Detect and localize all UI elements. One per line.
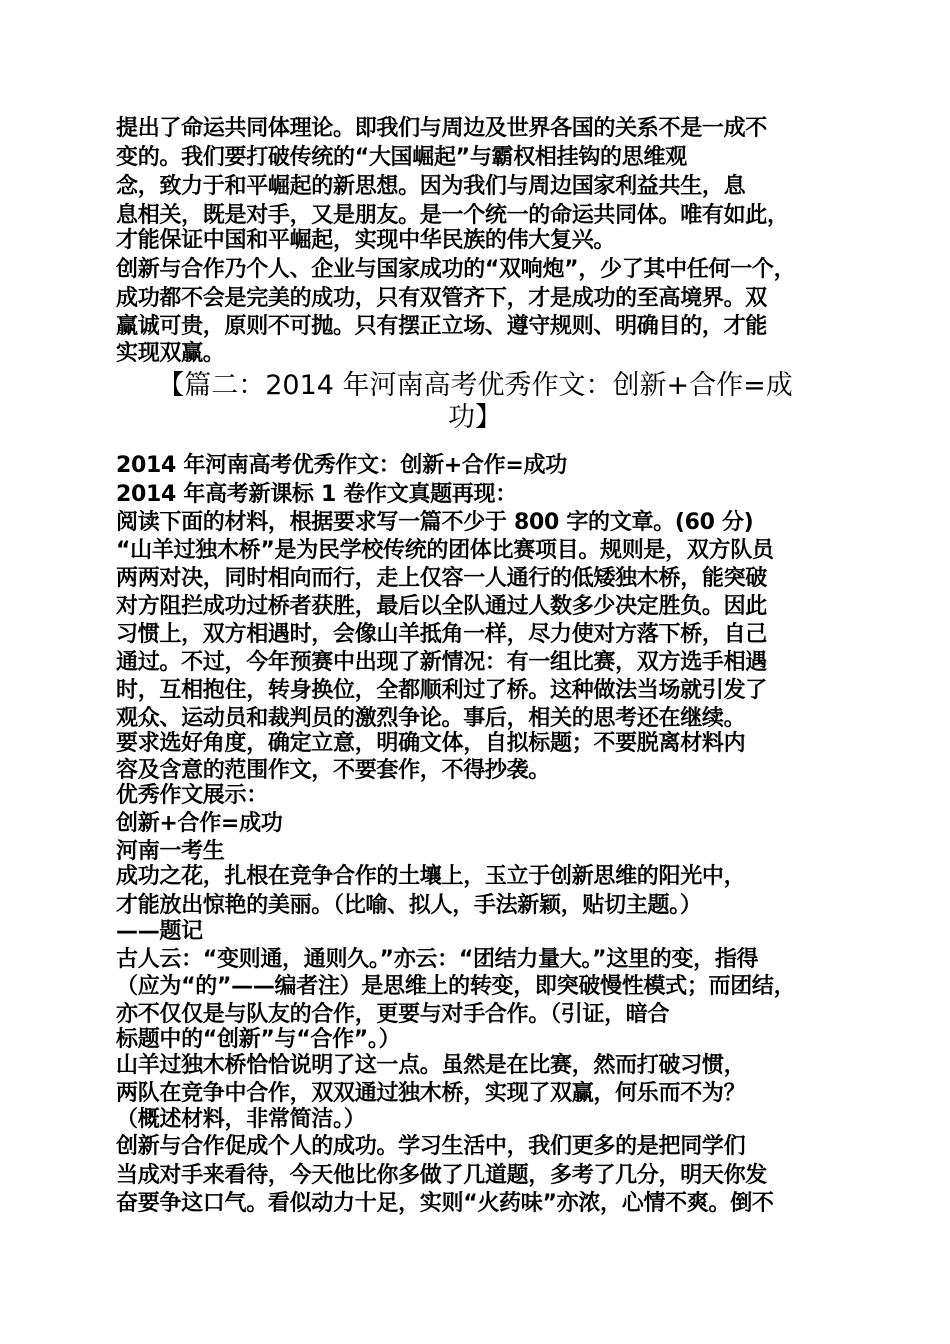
paragraph-line: 容及含意的范围作文，不要套作，不得抄袭。	[116, 758, 551, 783]
article-title-line: 2014 年河南高考优秀作文：创新+合作=成功	[116, 453, 567, 478]
paragraph-line: 才能放出惊艳的美丽。（比喻、拟人，手法新颖，贴切主题。）	[116, 893, 702, 918]
paragraph-line: 两队在竞争中合作，双双通过独木桥，实现了双赢，何乐而不为？	[116, 1081, 746, 1106]
paragraph-line: 优秀作文展示：	[116, 783, 268, 808]
paragraph-line: 山羊过独木桥恰恰说明了这一点。虽然是在比赛，然而打破习惯，	[116, 1053, 746, 1078]
paragraph-line: 标题中的“创新”与“合作”。）	[116, 1027, 401, 1052]
paragraph-line: 通过。不过，今年预赛中出现了新情况：有一组比赛，双方选手相遇	[116, 650, 768, 675]
paragraph-line: 古人云：“变则通，通则久。”亦云：“团结力量大。”这里的变，指得	[116, 947, 759, 972]
paragraph-line: 观众、运动员和裁判员的激烈争论。事后，相关的思考还在继续。	[116, 706, 746, 731]
paragraph-line: 才能保证中国和平崛起，实现中华民族的伟大复兴。	[116, 228, 616, 253]
paragraph-line: 提出了命运共同体理论。即我们与周边及世界各国的关系不是一成不	[116, 116, 768, 141]
paragraph-line: （应为“的”——编者注）是思维上的转变，即突破慢性模式；而团结，	[116, 974, 796, 999]
paragraph-line: 奋要争这口气。看似动力十足，实则“火药味”亦浓，心情不爽。倒不	[116, 1191, 774, 1216]
paragraph-line: 当成对手来看待，今天他比你多做了几道题，多考了几分，明天你发	[116, 1163, 768, 1188]
section-heading-continued: 功】	[448, 402, 502, 433]
paragraph-line: 两两对决，同时相向而行，走上仅容一人通行的低矮独木桥，能突破	[116, 566, 768, 591]
paragraph-line: 创新与合作乃个人、企业与国家成功的“双响炮”，少了其中任何一个，	[116, 257, 796, 282]
paragraph-line: 时，互相抱住，转身换位，全都顺利过了桥。这种做法当场就引发了	[116, 678, 768, 703]
paragraph-line: 息相关，既是对手，又是朋友。是一个统一的命运共同体。唯有如此，	[116, 203, 789, 228]
paragraph-line: 要求选好角度，确定立意，明确文体，自拟标题；不要脱离材料内	[116, 731, 746, 756]
essay-title-line: 创新+合作=成功	[116, 811, 283, 836]
paragraph-line: 变的。我们要打破传统的“大国崛起”与霸权相挂钩的思维观	[116, 145, 687, 170]
paragraph-line: 习惯上，双方相遇时，会像山羊抵角一样，尽力使对方落下桥，自己	[116, 622, 768, 647]
paragraph-line: 创新与合作促成个人的成功。学习生活中，我们更多的是把同学们	[116, 1134, 746, 1159]
paragraph-line: （概述材料，非常简洁。）	[116, 1107, 366, 1132]
paragraph-line: 念，致力于和平崛起的新思想。因为我们与周边国家利益共生，息	[116, 174, 746, 199]
paragraph-line: 赢诚可贵，原则不可抛。只有摆正立场、遵守规则、明确目的，才能	[116, 314, 768, 339]
section-heading: 【篇二：2014 年河南高考优秀作文：创新+合作=成	[157, 370, 793, 401]
essay-author-line: 河南一考生	[116, 839, 225, 864]
paragraph-line: 实现双赢。	[116, 341, 225, 366]
paragraph-line: 成功都不会是完美的成功，只有双管齐下，才是成功的至高境界。双	[116, 286, 768, 311]
epigraph-label: ——题记	[116, 919, 203, 944]
paragraph-line: 2014 年高考新课标 1 卷作文真题再现：	[116, 482, 517, 507]
paragraph-line: “山羊过独木桥”是为民学校传统的团体比赛项目。规则是，双方队员	[116, 538, 774, 563]
paragraph-line: 对方阻拦成功过桥者获胜，最后以全队通过人数多少决定胜负。因此	[116, 594, 768, 619]
paragraph-line: 亦不仅仅是与队友的合作，更要与对手合作。（引证，暗合	[116, 1002, 670, 1027]
paragraph-line: 成功之花，扎根在竞争合作的土壤上，玉立于创新思维的阳光中，	[116, 864, 746, 889]
paragraph-line: 阅读下面的材料，根据要求写一篇不少于 800 字的文章。(60 分)	[116, 510, 754, 535]
